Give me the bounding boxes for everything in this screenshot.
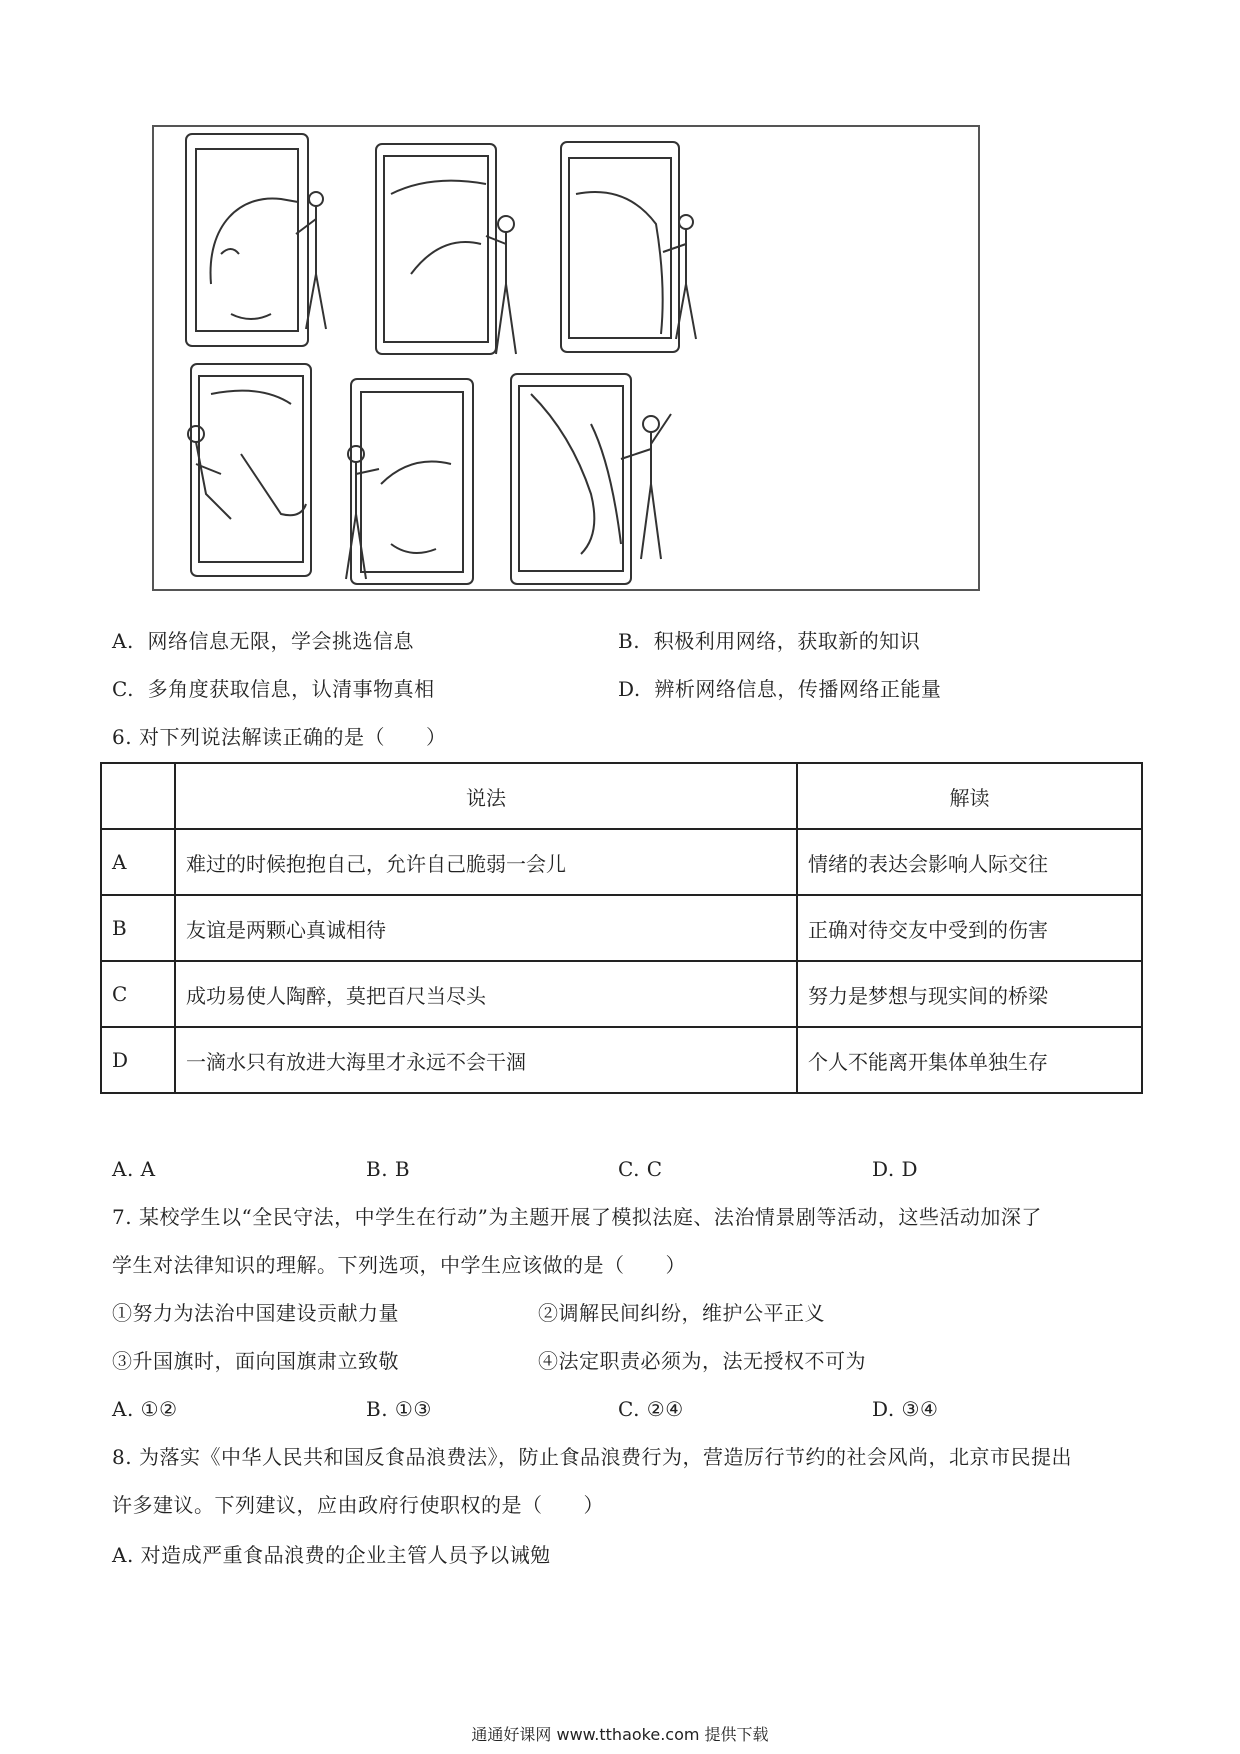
table-header-row (101, 763, 1142, 829)
table-header-cell: 解读 (797, 763, 1142, 829)
option-c: C. C (618, 1157, 663, 1181)
table-cell: A (101, 829, 175, 895)
question-8-stem-line2: 许多建议。下列建议，应由政府行使职权的是（ ） (112, 1493, 604, 1517)
table-cell: 努力是梦想与现实间的桥梁 (797, 961, 1142, 1027)
table-cell: C (101, 961, 175, 1027)
table-row (101, 895, 1142, 961)
table-row (101, 1027, 1142, 1093)
question-7-item: ①努力为法治中国建设贡献力量 (112, 1301, 399, 1325)
question-6-stem: 6. 对下列说法解读正确的是（ ） (112, 725, 447, 749)
option-d: D. D (872, 1157, 919, 1181)
phone-panel-1 (186, 134, 326, 346)
question-7-item: ④法定职责必须为，法无授权不可为 (538, 1349, 866, 1373)
phone-panel-5 (346, 379, 473, 584)
question-7-stem-line2: 学生对法律知识的理解。下列选项，中学生应该做的是（ ） (112, 1253, 686, 1277)
elephant-phones-illustration (151, 124, 981, 592)
page-footer: 通通好课网 www.tthaoke.com 提供下载 (471, 1725, 769, 1744)
phone-panel-3 (561, 142, 696, 352)
table-cell: 情绪的表达会影响人际交往 (797, 829, 1142, 895)
table-cell: 正确对待交友中受到的伤害 (797, 895, 1142, 961)
option-b: B. B (366, 1157, 411, 1181)
table-row (101, 961, 1142, 1027)
table-cell: 成功易使人陶醉，莫把百尺当尽头 (175, 961, 797, 1027)
table-cell: B (101, 895, 175, 961)
question-7-item: ②调解民间纠纷，维护公平正义 (538, 1301, 825, 1325)
option-b: B. 积极利用网络，获取新的知识 (618, 629, 921, 653)
question-7-item: ③升国旗时，面向国旗肃立致敬 (112, 1349, 399, 1373)
question-6-table (100, 762, 1143, 1094)
phone-panel-2 (376, 144, 516, 354)
table-cell: 难过的时候抱抱自己，允许自己脆弱一会儿 (175, 829, 797, 895)
table-cell: 一滴水只有放进大海里才永远不会干涸 (175, 1027, 797, 1093)
option-c: C. 多角度获取信息，认清事物真相 (112, 677, 435, 701)
option-a: A. A (112, 1157, 156, 1181)
table-cell: 个人不能离开集体单独生存 (797, 1027, 1142, 1093)
question-7-stem-line1: 7. 某校学生以“全民守法，中学生在行动”为主题开展了模拟法庭、法治情景剧等活动，这些活动加深了 (112, 1205, 1042, 1229)
option-d: D. 辨析网络信息，传播网络正能量 (618, 677, 942, 701)
option-b: B. ①③ (366, 1397, 432, 1421)
table-row (101, 829, 1142, 895)
phone-panel-4 (188, 364, 311, 576)
option-a: A. 对造成严重食品浪费的企业主管人员予以诫勉 (112, 1543, 551, 1567)
table-header-cell: 说法 (175, 763, 797, 829)
table-cell: D (101, 1027, 175, 1093)
option-d: D. ③④ (872, 1397, 939, 1421)
option-c: C. ②④ (618, 1397, 684, 1421)
table-cell: 友谊是两颗心真诚相待 (175, 895, 797, 961)
option-a: A. ①② (112, 1397, 178, 1421)
question-8-stem-line1: 8. 为落实《中华人民共和国反食品浪费法》，防止食品浪费行为，营造厉行节约的社会风尚，北京市民提出 (112, 1445, 1072, 1469)
table-header-cell (101, 763, 175, 829)
phone-panel-6 (511, 374, 671, 584)
option-a: A. 网络信息无限，学会挑选信息 (112, 629, 415, 653)
